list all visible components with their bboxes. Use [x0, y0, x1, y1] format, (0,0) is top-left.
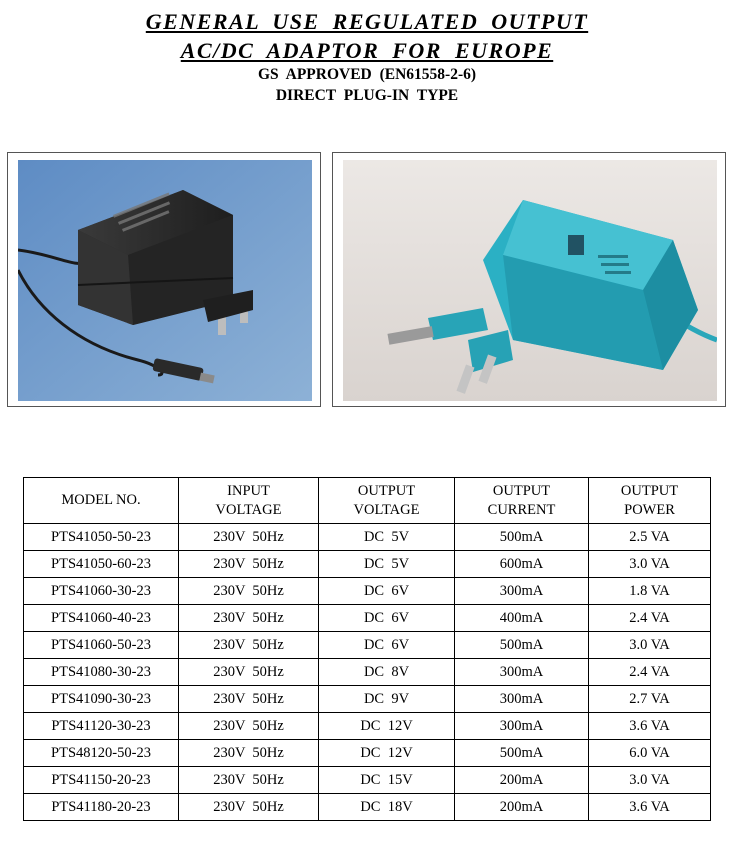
cell-input-voltage: 230V 50Hz [179, 524, 319, 551]
cell-output-voltage: DC 18V [319, 794, 455, 821]
cell-model-no: PTS48120-50-23 [24, 740, 179, 767]
cell-model-no: PTS41080-30-23 [24, 659, 179, 686]
cell-output-power: 3.0 VA [589, 632, 711, 659]
cell-output-current: 300mA [455, 686, 589, 713]
header-text: INPUT [227, 482, 270, 499]
cell-output-current: 200mA [455, 767, 589, 794]
header-text: OUTPUT [620, 482, 679, 499]
header-output-voltage [319, 478, 455, 524]
cell-input-voltage: 230V 50Hz [179, 551, 319, 578]
header-input-voltage [179, 478, 319, 524]
cell-output-power: 2.5 VA [589, 524, 711, 551]
cell-model-no: PTS41060-40-23 [24, 605, 179, 632]
cell-model-no: PTS41050-50-23 [24, 524, 179, 551]
table-row [24, 632, 711, 659]
table-row [24, 713, 711, 740]
cell-output-voltage: DC 8V [319, 659, 455, 686]
cell-output-current: 500mA [455, 632, 589, 659]
cell-output-voltage: DC 5V [319, 524, 455, 551]
table-row [24, 524, 711, 551]
cell-output-current: 400mA [455, 605, 589, 632]
table-header-row [24, 478, 711, 524]
teal-adaptor-photo [343, 160, 717, 401]
cell-model-no: PTS41180-20-23 [24, 794, 179, 821]
cell-output-power: 3.6 VA [589, 713, 711, 740]
header-output-current [455, 478, 589, 524]
cell-output-current: 300mA [455, 659, 589, 686]
cell-output-current: 500mA [455, 524, 589, 551]
header-text: VOLTAGE [215, 501, 282, 518]
header-model-no [24, 478, 179, 524]
table-row [24, 605, 711, 632]
approval-line: GS APPROVED (EN61558-2-6) [257, 66, 477, 83]
cell-input-voltage: 230V 50Hz [179, 605, 319, 632]
cell-input-voltage: 230V 50Hz [179, 767, 319, 794]
cell-output-power: 6.0 VA [589, 740, 711, 767]
cell-output-voltage: DC 6V [319, 578, 455, 605]
cell-output-power: 3.0 VA [589, 551, 711, 578]
cell-output-power: 3.0 VA [589, 767, 711, 794]
cell-model-no: PTS41090-30-23 [24, 686, 179, 713]
cell-output-voltage: DC 12V [319, 713, 455, 740]
header-text: OUTPUT [357, 482, 416, 499]
cell-output-current: 300mA [455, 578, 589, 605]
cell-output-power: 2.4 VA [589, 659, 711, 686]
cell-output-power: 2.7 VA [589, 686, 711, 713]
cell-output-voltage: DC 12V [319, 740, 455, 767]
cell-output-current: 300mA [455, 713, 589, 740]
cell-output-voltage: DC 6V [319, 605, 455, 632]
cell-input-voltage: 230V 50Hz [179, 632, 319, 659]
photo-frame-right [332, 152, 726, 407]
header-text: CURRENT [487, 501, 556, 518]
cell-model-no: PTS41050-60-23 [24, 551, 179, 578]
table-row [24, 740, 711, 767]
cell-input-voltage: 230V 50Hz [179, 686, 319, 713]
cell-input-voltage: 230V 50Hz [179, 659, 319, 686]
cell-output-power: 3.6 VA [589, 794, 711, 821]
cell-input-voltage: 230V 50Hz [179, 740, 319, 767]
cell-output-power: 2.4 VA [589, 605, 711, 632]
header-output-power [589, 478, 711, 524]
table-row [24, 551, 711, 578]
header-text: POWER [624, 501, 675, 518]
cell-model-no: PTS41150-20-23 [24, 767, 179, 794]
title-line-1: GENERAL USE REGULATED OUTPUT [145, 9, 589, 34]
cell-model-no: PTS41060-50-23 [24, 632, 179, 659]
header-text: MODEL NO. [61, 492, 141, 508]
cell-output-current: 600mA [455, 551, 589, 578]
black-adaptor-photo [18, 160, 312, 401]
cell-output-voltage: DC 9V [319, 686, 455, 713]
title-line-2: AC/DC ADAPTOR FOR EUROPE [180, 38, 554, 63]
cell-output-current: 200mA [455, 794, 589, 821]
table-row [24, 794, 711, 821]
cell-output-voltage: DC 15V [319, 767, 455, 794]
spec-table [23, 477, 711, 821]
cell-output-power: 1.8 VA [589, 578, 711, 605]
table-row [24, 686, 711, 713]
header-text: OUTPUT [492, 482, 551, 499]
cell-input-voltage: 230V 50Hz [179, 794, 319, 821]
cell-model-no: PTS41120-30-23 [24, 713, 179, 740]
teal-adaptor-image [343, 160, 717, 401]
black-adaptor-image [18, 160, 312, 401]
table-row [24, 659, 711, 686]
table-row [24, 767, 711, 794]
table-row [24, 578, 711, 605]
photo-frame-left [7, 152, 321, 407]
cell-model-no: PTS41060-30-23 [24, 578, 179, 605]
cell-output-voltage: DC 5V [319, 551, 455, 578]
cell-output-voltage: DC 6V [319, 632, 455, 659]
header-text: VOLTAGE [353, 501, 420, 518]
cell-output-current: 500mA [455, 740, 589, 767]
cell-input-voltage: 230V 50Hz [179, 578, 319, 605]
cell-input-voltage: 230V 50Hz [179, 713, 319, 740]
table-body [24, 524, 711, 821]
type-line: DIRECT PLUG-IN TYPE [275, 87, 459, 104]
